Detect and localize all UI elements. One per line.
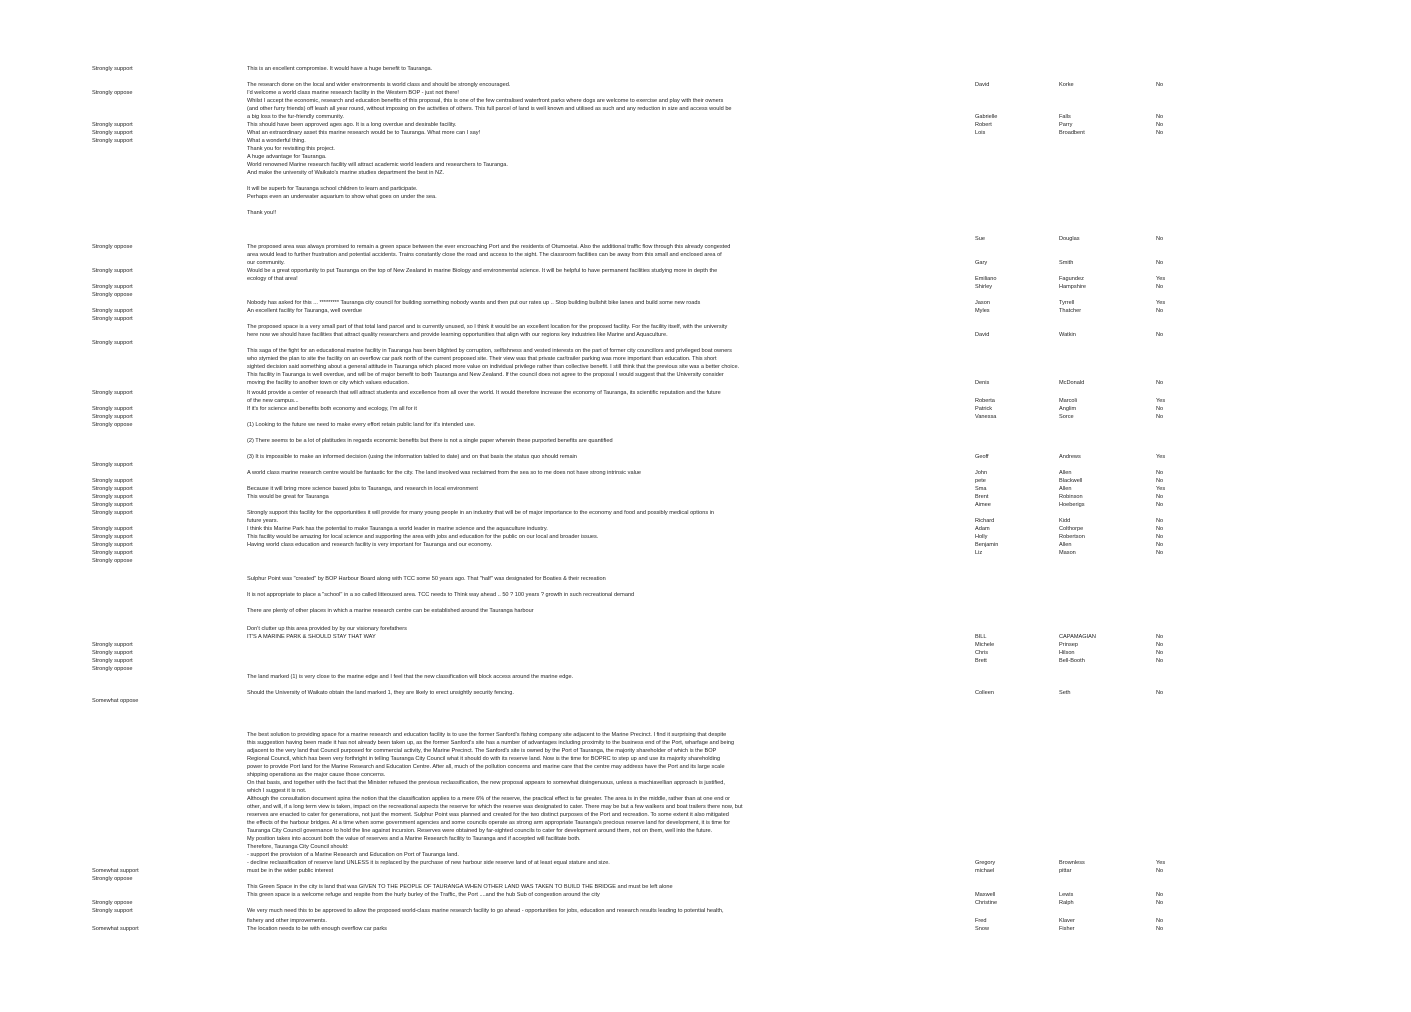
- row-comment: This facility in Tauranga is well overdue, and will be of major benefit to both Tauranga and New Zealand. If the council does not agree to the proposal I would suggest that the University consider: [247, 372, 724, 378]
- row-comment: Although the consultation document spins the notion that the classification applies to a mere 6% of the reserve, the practical effect is far greater. The area is in the middle, rather than at one end or: [247, 796, 731, 802]
- row-comment: a big loss to the fur-friendly community.: [247, 114, 344, 120]
- row-comment: future years.: [247, 518, 279, 524]
- row-comment: This saga of the fight for an educational marine facility in Tauranga has been blighted by corruption, selfishness and vested interests on the part of former city councillors and privileged boat owners: [247, 348, 732, 354]
- row-comment: This should have been approved ages ago. It is a long overdue and desirable facility.: [247, 122, 457, 128]
- row-comment: sighted decision said something about a general attitude in Tauranga which placed more value on individual privilege rather than collective benefit. I still think that the previous site was a better choice.: [247, 364, 740, 370]
- row-first-name: Liz: [975, 550, 983, 556]
- row-support: Strongly support: [92, 122, 133, 128]
- row-comment: our community.: [247, 260, 285, 266]
- row-yes-no: No: [1156, 114, 1164, 120]
- row-first-name: David: [975, 332, 990, 338]
- row-support: Strongly support: [92, 486, 133, 492]
- row-support: Strongly oppose: [92, 900, 133, 906]
- row-yes-no: No: [1156, 284, 1164, 290]
- row-yes-no: No: [1156, 650, 1164, 656]
- row-first-name: Jason: [975, 300, 990, 306]
- row-yes-no: No: [1156, 634, 1164, 640]
- row-comment: And make the university of Waikato's marine studies department the best in NZ.: [247, 170, 445, 176]
- row-support: Strongly support: [92, 510, 133, 516]
- row-support: Strongly support: [92, 414, 133, 420]
- row-comment: Don't clutter up this area provided by by our visionary forefathers: [247, 626, 407, 632]
- row-comment: The proposed space is a very small part of that total land parcel and is currently unused, so I think it would be an excellent location for the proposed facility. For the facility itself, with the university: [247, 324, 728, 330]
- row-first-name: Snow: [975, 926, 989, 932]
- row-comment: The location needs to be with enough overflow car parks: [247, 926, 387, 932]
- row-comment: Strongly support this facility for the opportunities it will provide for many young people in an industry that will be of major importance to the economy and food and possibly medical options in: [247, 510, 715, 516]
- row-comment: Having world class education and research facility is very important for Tauranga and our economy.: [247, 542, 493, 548]
- row-comment: - support the provision of a Marine Research and Education on Port of Tauranga land.: [247, 852, 459, 858]
- row-last-name: pittar: [1059, 868, 1072, 874]
- row-yes-no: No: [1156, 494, 1164, 500]
- row-comment: It is not appropriate to place a "school" in a so called litteoused area. TCC needs to Think way ahead .. 50 ? 100 years ? growth in such recreational demand: [247, 592, 635, 598]
- row-last-name: Marcoli: [1059, 398, 1078, 404]
- row-yes-no: Yes: [1156, 486, 1166, 492]
- row-comment: On that basis, and together with the fact that the Minister refused the previous reclassification, the new proposal appears to somewhat disingenuous, unless a machiavellian approach is justified,: [247, 780, 725, 786]
- row-comment: Because it will bring more science based jobs to Tauranga, and research in local environment: [247, 486, 478, 492]
- row-comment: - decline reclassification of reserve land UNLESS it is replaced by the purchase of new harbour side reserve land of at least equal stature and size.: [247, 860, 610, 866]
- row-yes-no: No: [1156, 550, 1164, 556]
- row-last-name: Allen: [1059, 542, 1072, 548]
- row-yes-no: No: [1156, 260, 1164, 266]
- row-first-name: Brett: [975, 658, 987, 664]
- row-comment: adjacent to the very land that Council purposed for commercial activity, the Marine Precinct. The Sanford's site is owned by the Port of Tauranga, the majority shareholder of which is the BOP: [247, 748, 717, 754]
- row-first-name: Sue: [975, 236, 985, 242]
- row-first-name: Maxwell: [975, 892, 996, 898]
- row-first-name: Shirley: [975, 284, 993, 290]
- row-comment: Thank you for revisiting this project.: [247, 146, 335, 152]
- row-last-name: Robertson: [1059, 534, 1085, 540]
- row-comment: If it's for science and benefits both economy and ecology, I'm all for it: [247, 406, 417, 412]
- row-comment: Should the University of Waikato obtain the land marked 1, they are likely to erect unsightly security fencing.: [247, 690, 514, 696]
- row-support: Strongly support: [92, 658, 133, 664]
- row-yes-no: Yes: [1156, 276, 1166, 282]
- row-last-name: Colthorpe: [1059, 526, 1084, 532]
- row-comment: I think this Marine Park has the potential to make Tauranga a world leader in marine science and the aquaculture industry.: [247, 526, 548, 532]
- row-first-name: Patrick: [975, 406, 993, 412]
- row-support: Strongly support: [92, 130, 133, 136]
- row-support: Strongly support: [92, 534, 133, 540]
- row-support: Strongly support: [92, 66, 133, 72]
- row-comment: A world class marine research centre would be fantastic for the city. The land involved was reclaimed from the sea so to me does not have strong intrinsic value: [247, 470, 642, 476]
- row-comment: There are plenty of other places in which a marine research centre can be established around the Tauranga harbour: [247, 608, 534, 614]
- row-last-name: Douglas: [1059, 236, 1080, 242]
- row-support: Strongly support: [92, 478, 133, 484]
- row-comment: Thank you!!: [247, 210, 277, 216]
- row-yes-no: Yes: [1156, 860, 1166, 866]
- row-support: Strongly oppose: [92, 292, 133, 298]
- row-last-name: McDonald: [1059, 380, 1085, 386]
- row-comment: ecology of that area!: [247, 276, 298, 282]
- row-last-name: Brownless: [1059, 860, 1085, 866]
- row-yes-no: No: [1156, 308, 1164, 314]
- row-comment: the effects of the harbour bridges. At a time when some government agencies and some councils operate as strong arm appropriate Tauranga's precious reserve land for development, it is time for: [247, 820, 731, 826]
- row-last-name: Smith: [1059, 260, 1074, 266]
- row-first-name: Michele: [975, 642, 995, 648]
- row-comment: here now we should have facilities that attract quality researchers and provide learning opportunities that align with our regions key industries like Marine and Aquaculture.: [247, 332, 668, 338]
- row-last-name: Sorce: [1059, 414, 1074, 420]
- row-last-name: Kidd: [1059, 518, 1071, 524]
- row-comment: shipping operations as the major cause those concerns.: [247, 772, 386, 778]
- row-last-name: Allen: [1059, 470, 1072, 476]
- row-support: Strongly support: [92, 268, 133, 274]
- row-support: Strongly support: [92, 550, 133, 556]
- row-comment: This would be great for Tauranga: [247, 494, 329, 500]
- row-support: Strongly support: [92, 308, 133, 314]
- row-first-name: Fred: [975, 918, 987, 924]
- row-yes-no: Yes: [1156, 300, 1166, 306]
- row-last-name: Thatcher: [1059, 308, 1082, 314]
- row-first-name: Gregory: [975, 860, 996, 866]
- row-first-name: Adam: [975, 526, 990, 532]
- row-comment: (3) It is impossible to make an informed decision (using the information tabled to date) and on that basis the status quo should remain: [247, 454, 577, 460]
- row-last-name: Allen: [1059, 486, 1072, 492]
- row-comment: This facility would be amazing for local science and supporting the area with jobs and education for the public on our local and broader issues.: [247, 534, 599, 540]
- row-first-name: Denis: [975, 380, 990, 386]
- row-first-name: Sma: [975, 486, 987, 492]
- row-comment: reserves are enacted to cater for generations, not just the moment. Sulphur Point was planned and created for the two distinct purposes of the Port and recreation. To some extent it also mitigated: [247, 812, 729, 818]
- row-support: Strongly support: [92, 542, 133, 548]
- row-yes-no: No: [1156, 502, 1164, 508]
- row-last-name: Falls: [1059, 114, 1071, 120]
- row-comment: A huge advantage for Tauranga.: [247, 154, 327, 160]
- row-yes-no: No: [1156, 534, 1164, 540]
- row-yes-no: No: [1156, 380, 1164, 386]
- row-last-name: Tyrrell: [1059, 300, 1075, 306]
- row-last-name: Lewis: [1059, 892, 1074, 898]
- row-comment: I'd welcome a world class marine research facility in the Western BOP - just not there!: [247, 90, 459, 96]
- row-comment: It will be superb for Tauranga school children to learn and participate.: [247, 186, 418, 192]
- row-support: Strongly oppose: [92, 90, 133, 96]
- row-comment: which I suggest it is not.: [247, 788, 307, 794]
- row-yes-no: Yes: [1156, 398, 1166, 404]
- row-comment: Nobody has asked for this ... ********* Tauranga city council for building something nobody wants and then put our rates up .. Stop building bullshit bike lanes and build some new roads: [247, 300, 701, 306]
- row-first-name: Emiliano: [975, 276, 997, 282]
- row-first-name: Geoff: [975, 454, 989, 460]
- row-first-name: Richard: [975, 518, 995, 524]
- row-first-name: Brent: [975, 494, 989, 500]
- row-comment: This Green Space in the city is land that was GIVEN TO THE PEOPLE OF TAURANGA WHEN OTHER LAND WAS TAKEN TO BUILD THE BRIDGE and must be left alone: [247, 884, 673, 890]
- row-comment: Therefore, Tauranga City Council should:: [247, 844, 349, 850]
- row-comment: The best solution to providing space for a marine research and education facility is to use the former Sanford's fishing company site adjacent to the Marine Precinct. I find it surprising that despite: [247, 732, 727, 738]
- row-support: Strongly support: [92, 502, 133, 508]
- row-first-name: Colleen: [975, 690, 994, 696]
- row-yes-no: Yes: [1156, 454, 1166, 460]
- row-comment: fishery and other improvements.: [247, 918, 327, 924]
- row-comment: The proposed area was always promised to remain a green space between the ever encroaching Port and the residents of Otumoetai. Also the additional traffic flow through this already congested: [247, 244, 731, 250]
- row-first-name: Gary: [975, 260, 988, 266]
- row-comment: area would lead to further frustration and potential accidents. Trains constantly close the road and access to the sight. The classroom facilities can be away from this small and enclosed area of: [247, 252, 722, 258]
- row-last-name: CAPAMAGIAN: [1059, 634, 1096, 640]
- row-yes-no: No: [1156, 542, 1164, 548]
- row-support: Somewhat support: [92, 868, 139, 874]
- row-first-name: michael: [975, 868, 995, 874]
- row-first-name: Robert: [975, 122, 992, 128]
- row-last-name: Hoeberigs: [1059, 502, 1085, 508]
- row-last-name: Hampshire: [1059, 284, 1087, 290]
- row-last-name: Broadbent: [1059, 130, 1085, 136]
- row-support: Strongly support: [92, 494, 133, 500]
- row-first-name: Myles: [975, 308, 990, 314]
- row-yes-no: No: [1156, 82, 1164, 88]
- row-support: Strongly oppose: [92, 244, 133, 250]
- row-last-name: Watkin: [1059, 332, 1076, 338]
- row-yes-no: No: [1156, 122, 1164, 128]
- row-support: Strongly oppose: [92, 558, 133, 564]
- row-yes-no: No: [1156, 236, 1164, 242]
- row-first-name: Chris: [975, 650, 989, 656]
- row-first-name: BILL: [975, 634, 987, 640]
- row-yes-no: No: [1156, 526, 1164, 532]
- row-last-name: Ralph: [1059, 900, 1074, 906]
- row-yes-no: No: [1156, 130, 1164, 136]
- row-support: Strongly oppose: [92, 666, 133, 672]
- row-comment: The research done on the local and wider environments is world class and should be strongly encouraged.: [247, 82, 511, 88]
- row-last-name: Fisher: [1059, 926, 1075, 932]
- row-support: Strongly support: [92, 650, 133, 656]
- row-first-name: John: [975, 470, 988, 476]
- row-comment: Regional Council, which has been very forthright in telling Tauranga City Council what it should do with its reserve land. Now is the time for BOPRC to step up and use its majority shareholding: [247, 756, 721, 762]
- row-last-name: Parry: [1059, 122, 1073, 128]
- row-support: Strongly support: [92, 642, 133, 648]
- row-comment: (and other furry friends) off leash all year round, without imposing on the activities of others. This full parcel of land is well known and utilised as such and any reduction in size and access would be: [247, 106, 732, 112]
- row-yes-no: No: [1156, 690, 1164, 696]
- row-yes-no: No: [1156, 478, 1164, 484]
- row-first-name: Christine: [975, 900, 998, 906]
- row-yes-no: No: [1156, 868, 1164, 874]
- row-comment: Perhaps even an underwater aquarium to show what goes on under the sea.: [247, 194, 437, 200]
- row-comment: power to provide Port land for the Marine Research and Education Centre. After all, much of the pollution concerns and marine care that the centre may address have the Port and its large scale: [247, 764, 725, 770]
- row-yes-no: No: [1156, 892, 1164, 898]
- row-comment: other, and will, if a long term view is taken, impact on the recreational aspects the reserve for which the reserve was designated to cater. There may be but a few walkers and boat trailers there now, but: [247, 804, 743, 810]
- row-first-name: Vanessa: [975, 414, 997, 420]
- row-support: Strongly support: [92, 138, 133, 144]
- row-comment: World renowned Marine research facility will attract academic world leaders and researchers to Tauranga.: [247, 162, 508, 168]
- row-support: Somewhat support: [92, 926, 139, 932]
- row-first-name: Roberta: [975, 398, 995, 404]
- row-last-name: Andrews: [1059, 454, 1081, 460]
- row-comment: We very much need this to be approved to allow the proposed world-class marine research facility to go ahead - opportunities for jobs, education and research results leading to potential health,: [247, 908, 724, 914]
- row-first-name: Lois: [975, 130, 986, 136]
- row-support: Somewhat oppose: [92, 698, 139, 704]
- row-last-name: Anglim: [1059, 406, 1077, 412]
- row-yes-no: No: [1156, 658, 1164, 664]
- row-last-name: Seth: [1059, 690, 1071, 696]
- row-support: Strongly support: [92, 340, 133, 346]
- row-comment: (2) There seems to be a lot of platitudes in regards economic benefits but there is not a single paper wherein these purported benefits are quantified: [247, 438, 613, 444]
- row-comment: must be in the wider public interest: [247, 868, 334, 874]
- row-first-name: Aimee: [975, 502, 991, 508]
- row-last-name: Korke: [1059, 82, 1074, 88]
- row-support: Strongly support: [92, 908, 133, 914]
- row-comment: who stymied the plan to site the facility on an overflow car park north of the current proposed site. Their view was that private car/trailer parking was more important than education. This short: [247, 356, 717, 362]
- row-first-name: Benjamin: [975, 542, 999, 548]
- row-yes-no: No: [1156, 406, 1164, 412]
- row-support: Strongly support: [92, 406, 133, 412]
- row-yes-no: No: [1156, 518, 1164, 524]
- row-first-name: David: [975, 82, 990, 88]
- row-last-name: Robinson: [1059, 494, 1083, 500]
- row-support: Strongly oppose: [92, 422, 133, 428]
- row-support: Strongly support: [92, 284, 133, 290]
- row-comment: Tauranga City Council governance to hold the line against incursion. Reserves were obtained by far-sighted councils to cater for development around them, not on them, well into the future.: [247, 828, 713, 834]
- row-yes-no: No: [1156, 470, 1164, 476]
- row-support: Strongly support: [92, 526, 133, 532]
- row-last-name: Hilson: [1059, 650, 1075, 656]
- row-comment: of the new campus...: [247, 398, 299, 404]
- row-yes-no: No: [1156, 414, 1164, 420]
- row-yes-no: No: [1156, 918, 1164, 924]
- row-yes-no: No: [1156, 900, 1164, 906]
- row-comment: What a wonderful thing.: [247, 138, 306, 144]
- row-comment: The land marked (1) is very close to the marine edge and I feel that the new classification will block access around the marine edge.: [247, 674, 574, 680]
- row-comment: IT'S A MARINE PARK & SHOULD STAY THAT WAY: [247, 634, 376, 640]
- row-comment: This is an excellent compromise. It would have a huge benefit to Tauranga.: [247, 66, 433, 72]
- row-yes-no: No: [1156, 642, 1164, 648]
- row-first-name: Holly: [975, 534, 988, 540]
- row-comment: moving the facility to another town or city which values education.: [247, 380, 409, 386]
- row-support: Strongly oppose: [92, 876, 133, 882]
- row-comment: Whilst I accept the economic, research and education benefits of this proposal, this is one of the few centralised waterfront parks where dogs are welcome to exercise and play with their owners: [247, 98, 724, 104]
- row-last-name: Blackwell: [1059, 478, 1083, 484]
- row-last-name: Mason: [1059, 550, 1076, 556]
- row-support: Strongly support: [92, 462, 133, 468]
- row-last-name: Bell-Booth: [1059, 658, 1085, 664]
- row-first-name: pete: [975, 478, 986, 484]
- row-comment: (1) Looking to the future we need to make every effort retain public land for it's intended use.: [247, 422, 476, 428]
- row-comment: It would provide a center of research that will attract students and excellence from all over the world. It would therefore increase the economy of Tauranga, its scientific reputation and the future: [247, 390, 721, 396]
- row-last-name: Klaver: [1059, 918, 1075, 924]
- row-last-name: Prinsep: [1059, 642, 1078, 648]
- row-support: Strongly support: [92, 390, 133, 396]
- row-comment: this suggestion having been made it has not already been taken up, as the former Sanford's site has a number of advantages including proximity to the business end of the Port, wharfage and being: [247, 740, 735, 746]
- row-yes-no: No: [1156, 926, 1164, 932]
- row-comment: Would be a great opportunity to put Tauranga on the top of New Zealand in marine Biology and environmental science. It will be helpful to have permanent facilities studying more in depth the: [247, 268, 718, 274]
- row-yes-no: No: [1156, 332, 1164, 338]
- row-comment: An excellent facility for Tauranga, well overdue: [247, 308, 362, 314]
- row-support: Strongly support: [92, 316, 133, 322]
- row-last-name: Fagundez: [1059, 276, 1084, 282]
- row-first-name: Gabrielle: [975, 114, 998, 120]
- row-comment: Sulphur Point was "created" by BOP Harbour Board along with TCC some 50 years ago. That "half" was designated for Boaties & their recreation: [247, 576, 606, 582]
- row-comment: My position takes into account both the value of reserves and a Marine Research facility to Tauranga and if accepted will facilitate both.: [247, 836, 581, 842]
- row-comment: What an extraordinary asset this marine research would be to Tauranga. What more can I say!: [247, 130, 481, 136]
- row-comment: This green space is a welcome refuge and respite from the hurly burley of the Traffic, the Port ....and the hub Sub of congestion around the city: [247, 892, 600, 898]
